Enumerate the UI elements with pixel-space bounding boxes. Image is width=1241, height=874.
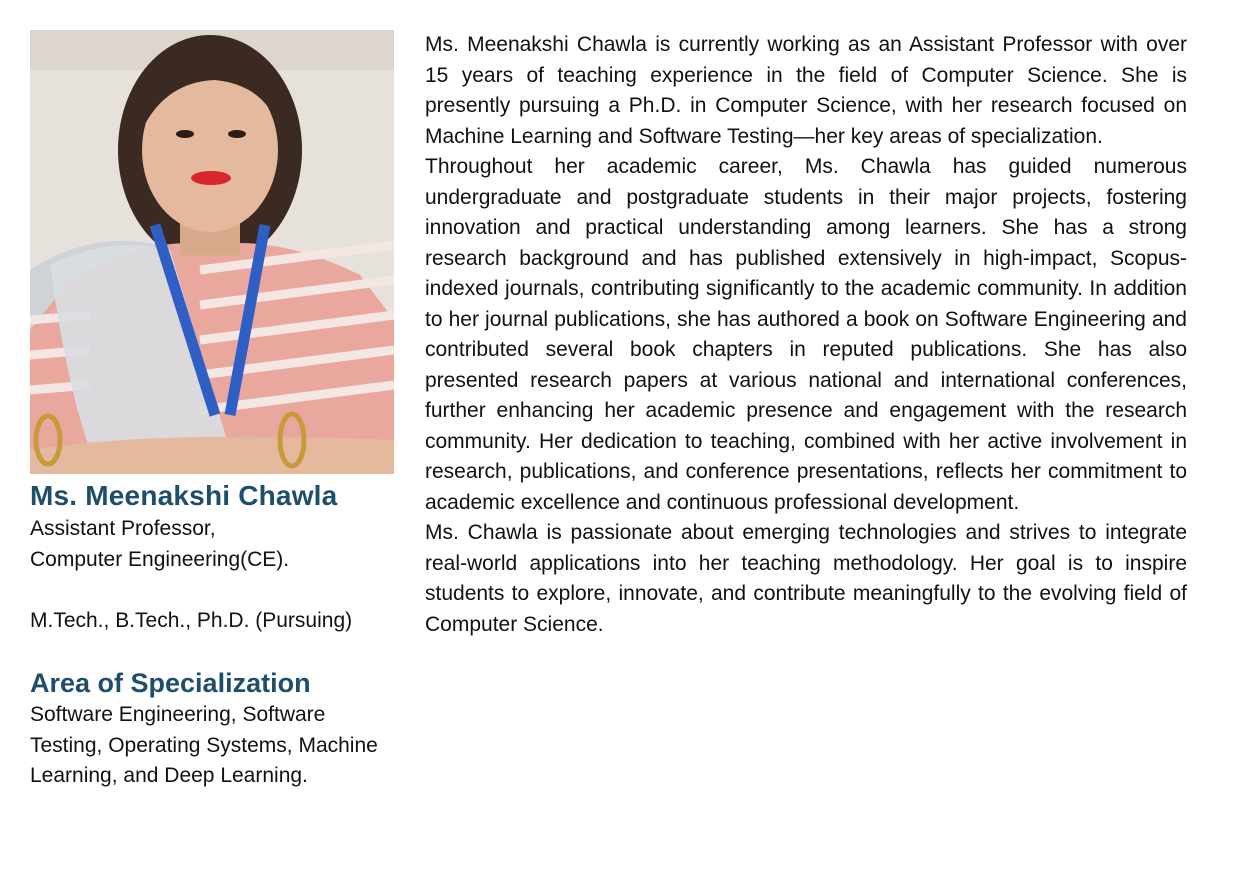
designation: Assistant Professor, <box>30 517 216 540</box>
specialization-heading: Area of Specialization <box>30 668 311 698</box>
bio-paragraph-2: Throughout her academic career, Ms. Chawla has guided numerous undergraduate and postgraduate students in their major projects, fostering innovation and practical understanding among learners. She has a strong research background and has published extensively in high-impact, Scopus-indexed journals, contributing significantly to the academic community. In addition to her journal publications, she has authored a book on Software Engineering and contributed several book chapters in reputed publications. She has also presented research papers at various national and international conferences, further enhancing her academic presence and engagement with the research community. Her dedication to teaching, combined with her active involvement in research, publications, and conference presentations, reflects her commitment to academic excellence and continuous professional development. <box>425 155 1187 514</box>
department: Computer Engineering(CE). <box>30 547 290 571</box>
specialization-text: Software Engineering, Software Testing, Operating Systems, Machine Learning, and Deep Learning. <box>30 703 378 787</box>
profile-photo <box>30 30 394 474</box>
portrait-image <box>30 30 394 474</box>
qualifications: M.Tech., B.Tech., Ph.D. (Pursuing) <box>30 608 353 632</box>
bio-section <box>425 30 1187 640</box>
profile-name: Ms. Meenakshi Chawla <box>30 480 338 511</box>
profile-column <box>30 30 410 792</box>
spacer <box>30 575 410 606</box>
bio-paragraph-1: Ms. Meenakshi Chawla is currently working as an Assistant Professor with over 15 years of teaching experience in the field of Computer Science. She is presently pursuing a Ph.D. in Computer Science, with her research focused on Machine Learning and Software Testing—her key areas of specialization. <box>425 33 1187 148</box>
bio-paragraph-3: Ms. Chawla is passionate about emerging technologies and strives to integrate real-world applications into her teaching methodology. Her goal is to inspire students to explore, innovate, and contribute meaningfully to the evolving field of Computer Science. <box>425 521 1187 636</box>
